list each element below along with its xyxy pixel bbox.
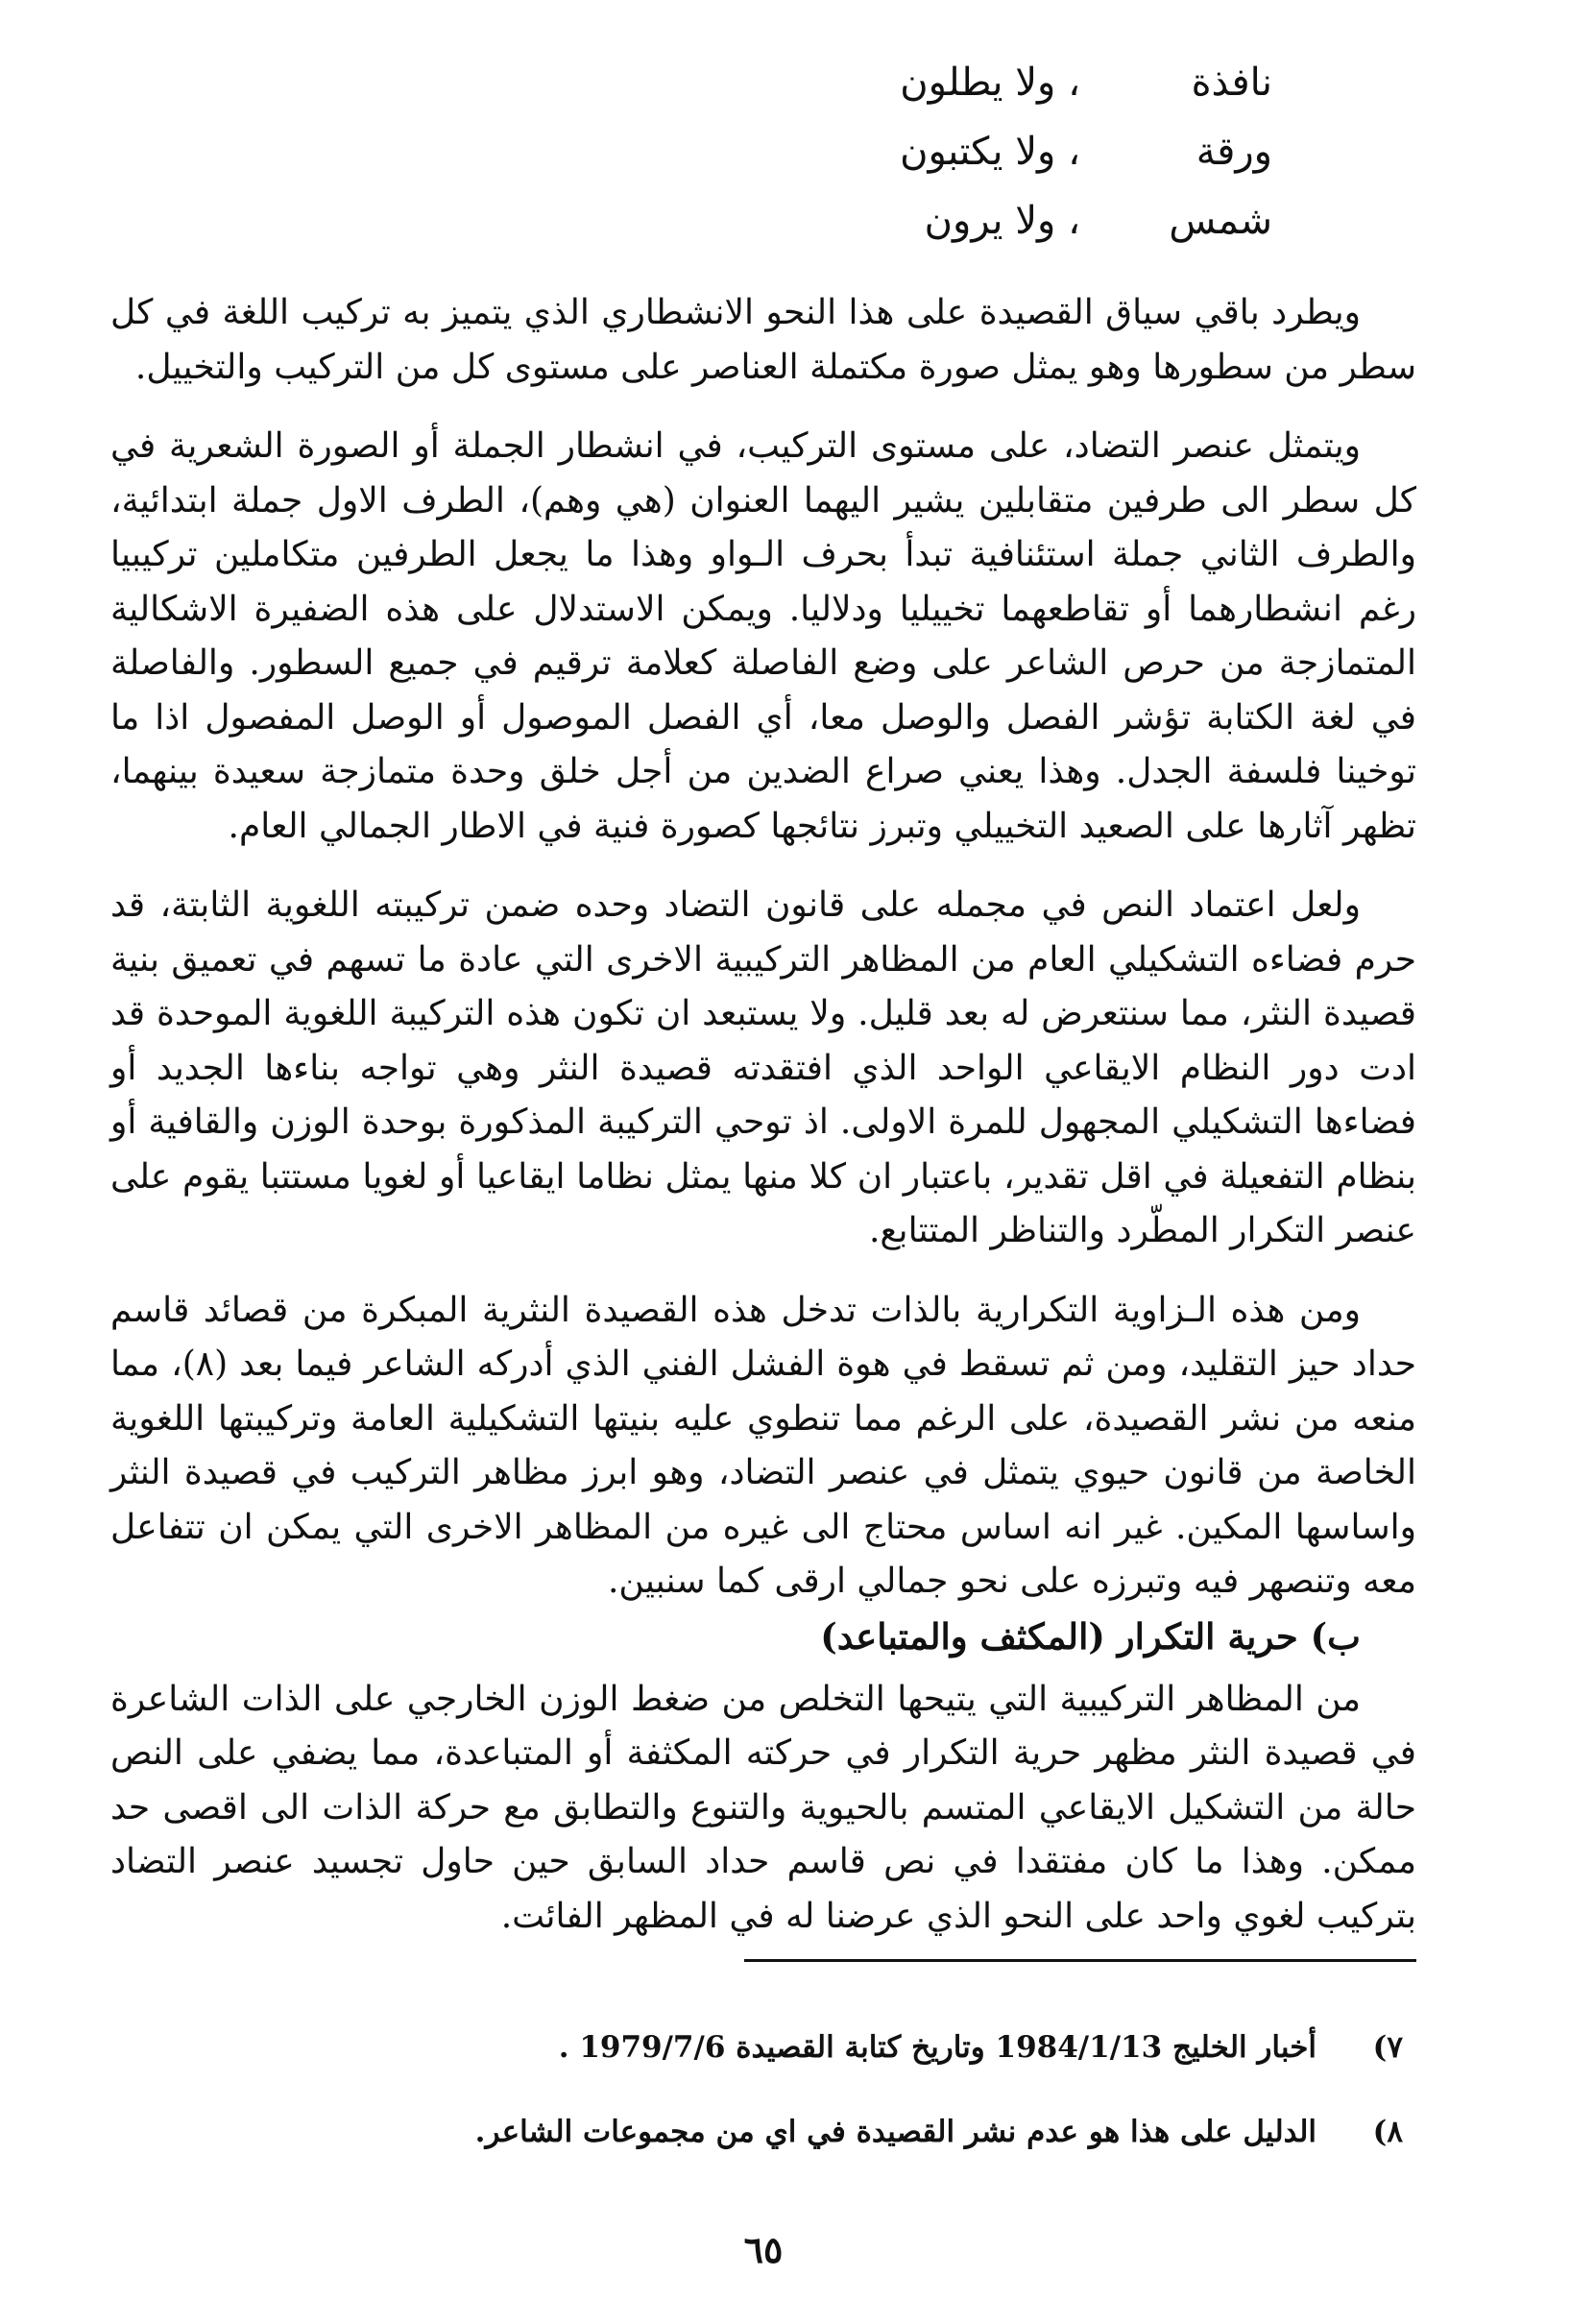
- poem-line: [773, 48, 1272, 117]
- footnote: [110, 2111, 1416, 2153]
- footnotes: [110, 2026, 1416, 2195]
- footnote: [110, 2026, 1416, 2069]
- poem-line-word: ورقة: [1196, 130, 1272, 174]
- poem-line-rest: ، ولا يرون: [924, 199, 1080, 243]
- poem-line-rest: ، ولا يطلون: [900, 61, 1080, 105]
- paragraph: ومن هذه الـزاوية التكرارية بالذات تدخل هذه القصيدة النثرية المبكرة من قصائد قاسم حداد حيز التقليد، ومن ثم تسقط في هوة الفشل الفني الذي أدركه الشاعر فيما بعد (٨)، مما منعه من نشر القصيدة، على الرغم مما تنطوي عليه بنيتها التشكيلية العامة وتركيبتها اللغوية الخاصة من قانون حيوي يتمثل في عنصر التضاد، وهو ابرز مظاهر التركيب في قصيدة النثر واساسها المكين. غير انه اساس محتاج الى غيره من المظاهر الاخرى التي يمكن ان تتفاعل معه وتنصهر فيه وتبرزه على نحو جمالي ارقى كما سنبين.: [110, 1290, 1416, 1601]
- paragraph: ويطرد باقي سياق القصيدة على هذا النحو الانشطاري الذي يتميز به تركيب اللغة في كل سطر من سطورها وهو يمثل صورة مكتملة العناصر على مستوى كل من التركيب والتخييل.: [110, 293, 1416, 387]
- footnote-text: أخبار الخليج 1984/1/13 وتاريخ كتابة القصيدة 1979/7/6 .: [558, 2030, 1316, 2065]
- paragraph: ويتمثل عنصر التضاد، على مستوى التركيب، في انشطار الجملة أو الصورة الشعرية في كل سطر الى طرفين متقابلين يشير اليهما العنوان (هي وهم)، الطرف الاول جملة ابتدائية، والطرف الثاني جملة استئنافية تبدأ بحرف الـواو وهذا ما يجعل الطرفين متكاملين تركيبيا رغم انشطارهما أو تقاطعهما تخييليا ودلاليا. ويمكن الاستدلال على هذه الضفيرة الاشكالية المتمازجة من حرص الشاعر على وضع الفاصلة كعلامة ترقيم في جميع السطور. والفاصلة في لغة الكتابة تؤشر الفصل والوصل معا، أي الفصل الموصول أو الوصل المفصول اذا ما توخينا فلسفة الجدل. وهذا يعني صراع الضدين من أجل خلق وحدة متمازجة سعيدة بينهما، تظهر آثارها على الصعيد التخييلي وتبرز نتائجها كصورة فنية في الاطار الجمالي العام.: [110, 426, 1416, 846]
- book-page: [110, 29, 1416, 2295]
- paragraph: ولعل اعتماد النص في مجمله على قانون التضاد وحده ضمن تركيبته اللغوية الثابتة، قد حرم فضاءه التشكيلي العام من المظاهر التركيبية الاخرى التي عادة ما تسهم في تعميق بنية قصيدة النثر، مما سنتعرض له بعد قليل. ولا يستبعد ان تكون هذه التركيبة اللغوية الموحدة قد ادت دور النظام الايقاعي الواحد الذي افتقدته قصيدة النثر وهي تواجه بناءها الجديد أو فضاءها التشكيلي المجهول للمرة الاولى. اذ توحي التركيبة المذكورة بوحدة الوزن والقافية أو بنظام التفعيلة في اقل تقدير، باعتبار ان كلا منها يمثل نظاما ايقاعيا أو لغويا مستتبا يقوم على عنصر التكرار المطّرد والتناظر المتتابع.: [110, 885, 1417, 1250]
- footnote-number: ٧): [1372, 2030, 1403, 2065]
- paragraph: من المظاهر التركيبية التي يتيحها التخلص من ضغط الوزن الخارجي على الذات الشاعرة في قصيدة النثر مظهر حرية التكرار في حركته المكثفة أو المتباعدة، مما يضفي على النص حالة من التشكيل الايقاعي المتسم بالحيوية والتنوع والتطابق مع حركة الذات الى اقصى حد ممكن. وهذا ما كان مفتقدا في نص قاسم حداد السابق حين حاول تجسيد عنصر التضاد بتركيب لغوي واحد على النحو الذي عرضنا له في المظهر الفائت.: [110, 1679, 1416, 1936]
- poem-line: [773, 117, 1272, 186]
- footnote-divider: [744, 1959, 1416, 1962]
- poem-excerpt: [773, 48, 1272, 255]
- body-text: [110, 286, 1416, 1969]
- poem-line: [773, 186, 1272, 255]
- footnote-number: ٨): [1372, 2115, 1403, 2149]
- footnote-text: الدليل على هذا هو عدم نشر القصيدة في اي من مجموعات الشاعر.: [474, 2115, 1316, 2149]
- section-subheading: ب) حرية التكرار (المكثف والمتباعد): [820, 1614, 1361, 1658]
- poem-line-word: نافذة: [1191, 61, 1272, 105]
- poem-line-word: شمس: [1169, 199, 1272, 243]
- page-number: ٦٥: [743, 2228, 784, 2271]
- poem-line-rest: ، ولا يكتبون: [900, 130, 1080, 174]
